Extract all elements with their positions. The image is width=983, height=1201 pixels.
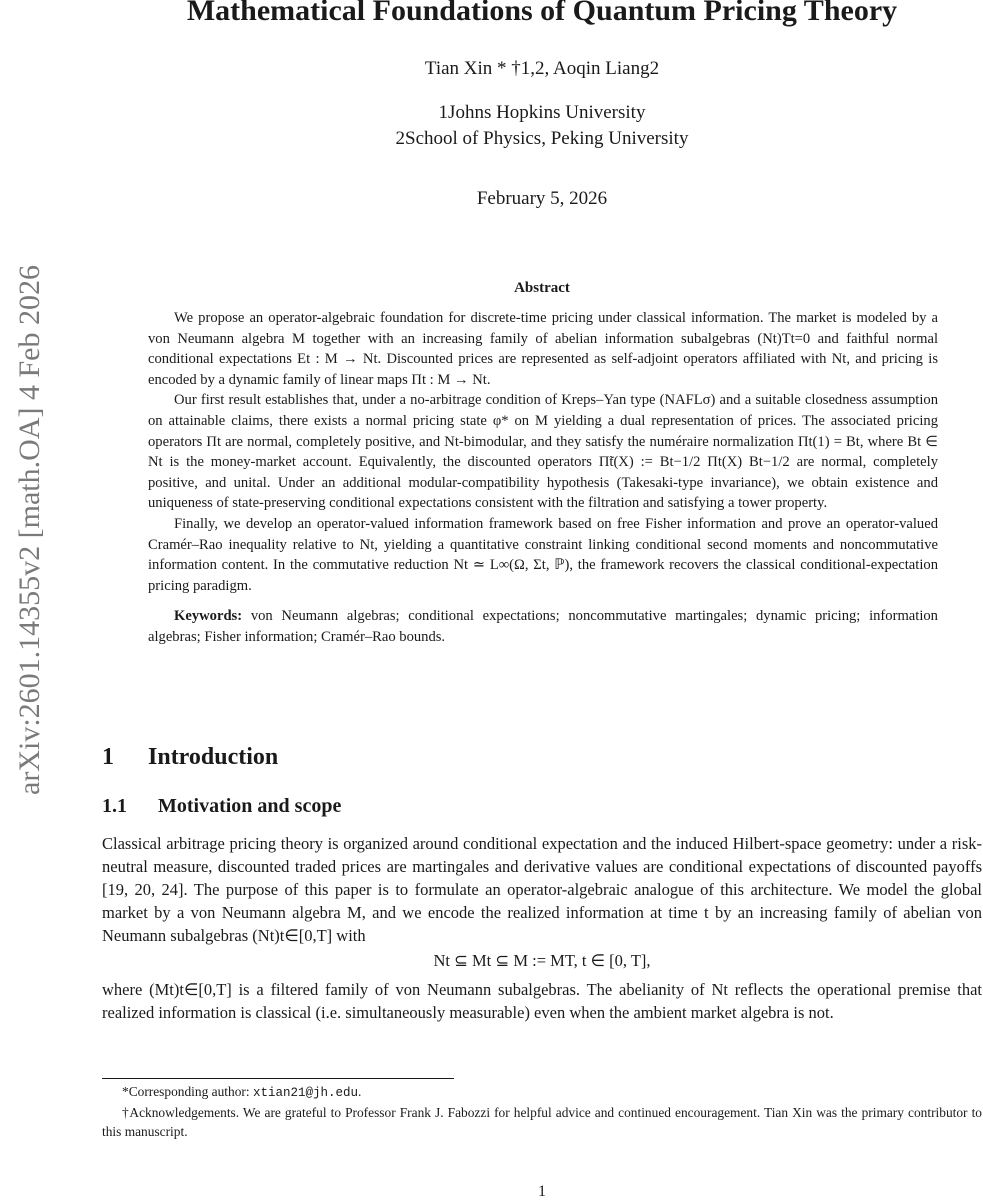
section-heading [102,744,278,771]
body-paragraph: Classical arbitrage pricing theory is organized around conditional expectation and the induced Hilbert-space geometry: under a risk-neutral measure, discounted traded prices are martingales and derivative values are conditional expectations of discounted payoffs [19, 20, 24]. The purpose of this paper is to formulate an operator-algebraic analogue of this architecture. We model the global market by a von Neumann algebra M, and we encode the realized information at time t by an increasing family of abelian von Neumann subalgebras (Nt)t∈[0,T] with [102,834,982,945]
keywords-label: Keywords: [174,608,243,625]
arxiv-identifier [0,180,60,880]
footnote-rule [102,1078,454,1079]
arxiv-identifier-text: arXiv:2601.14355v2 [math.OA] 4 Feb 2026 [13,265,46,795]
subsection-heading [102,795,341,818]
keywords [148,606,938,647]
section-number: 1 [102,744,114,770]
affiliation-1: 1Johns Hopkins University [438,102,646,123]
body-text [102,832,982,1024]
display-equation: Nt ⊆ Mt ⊆ M := MT, t ∈ [0, T], [433,951,651,970]
author-list: Tian Xin * †1,2, Aoqin Liang2 [424,58,660,79]
section-title: Introduction [148,744,279,770]
abstract-paragraph: Finally, we develop an operator-valued information framework based on free Fisher information and prove an operator-valued Cramér–Rao inequality relative to Nt, yielding a quantitative constraint linking conditional second moments and noncommutative information content. In the commutative reduction Nt ≃ L∞(Ω, Σt, ℙ), the framework recovers the classical conditional-expectation pricing paradigm. [148,515,938,594]
footnotes [102,1082,982,1141]
subsection-number: 1.1 [102,795,127,817]
footnote-acknowledgements: †Acknowledgements. We are grateful to Professor Frank J. Fabozzi for helpful advice and continued encouragement. Tian Xin was the primary contributor to this manuscript. [102,1105,982,1139]
subsection-title: Motivation and scope [158,795,342,817]
abstract-heading: Abstract [514,280,570,296]
affiliation-2: 2School of Physics, Peking University [395,128,689,149]
footnote-corresponding: *Corresponding author: xtian21@jh.edu. [122,1084,362,1100]
abstract-body [148,308,938,648]
author-email: xtian21@jh.edu [252,1086,358,1100]
paper-title: Mathematical Foundations of Quantum Pricing Theory [186,0,898,27]
paper-date: February 5, 2026 [476,188,608,209]
body-paragraph: where (Mt)t∈[0,T] is a filtered family of von Neumann subalgebras. The abelianity of Nt reflects the operational premise that realized information is classical (i.e. simultaneously measurable) even when the ambient market algebra is not. [102,980,982,1022]
footnote-corresponding-label: *Corresponding author: [122,1084,250,1099]
abstract-paragraph: We propose an operator-algebraic foundation for discrete-time pricing under classical information. The market is modeled by a von Neumann algebra M together with an increasing family of abelian information subalgebras (Nt)Tt=0 and faithful normal conditional expectations Et : M → Nt. Discounted prices are represented as self-adjoint operators affiliated with Nt, and pricing is encoded by a dynamic family of linear maps Πt : M → Nt. [148,310,938,388]
page-number: 1 [538,1183,546,1200]
keywords-text: von Neumann algebras; conditional expectations; noncommutative martingales; dynamic pricing; information algebras; Fisher information; Cramér–Rao bounds. [148,608,938,645]
abstract-paragraph: Our first result establishes that, under a no-arbitrage condition of Kreps–Yan type (NAFLσ) and a suitable closedness assumption on attainable claims, there exists a normal pricing state φ* on M yielding a dual representation of prices. The associated pricing operators Πt are normal, completely positive, and Nt-bimodular, and they satisfy the numéraire normalization Πt(1) = Bt, where Bt ∈ Nt is the money-market account. Equivalently, the discounted operators Π̃t(X) := Bt−1/2 Πt(X) Bt−1/2 are normal, completely positive, and unital. Under an additional modular-compatibility hypothesis (Takesaki-type invariance), we obtain existence and uniqueness of state-preserving conditional expectations consistent with the filtration and satisfying a tower property. [148,392,938,512]
